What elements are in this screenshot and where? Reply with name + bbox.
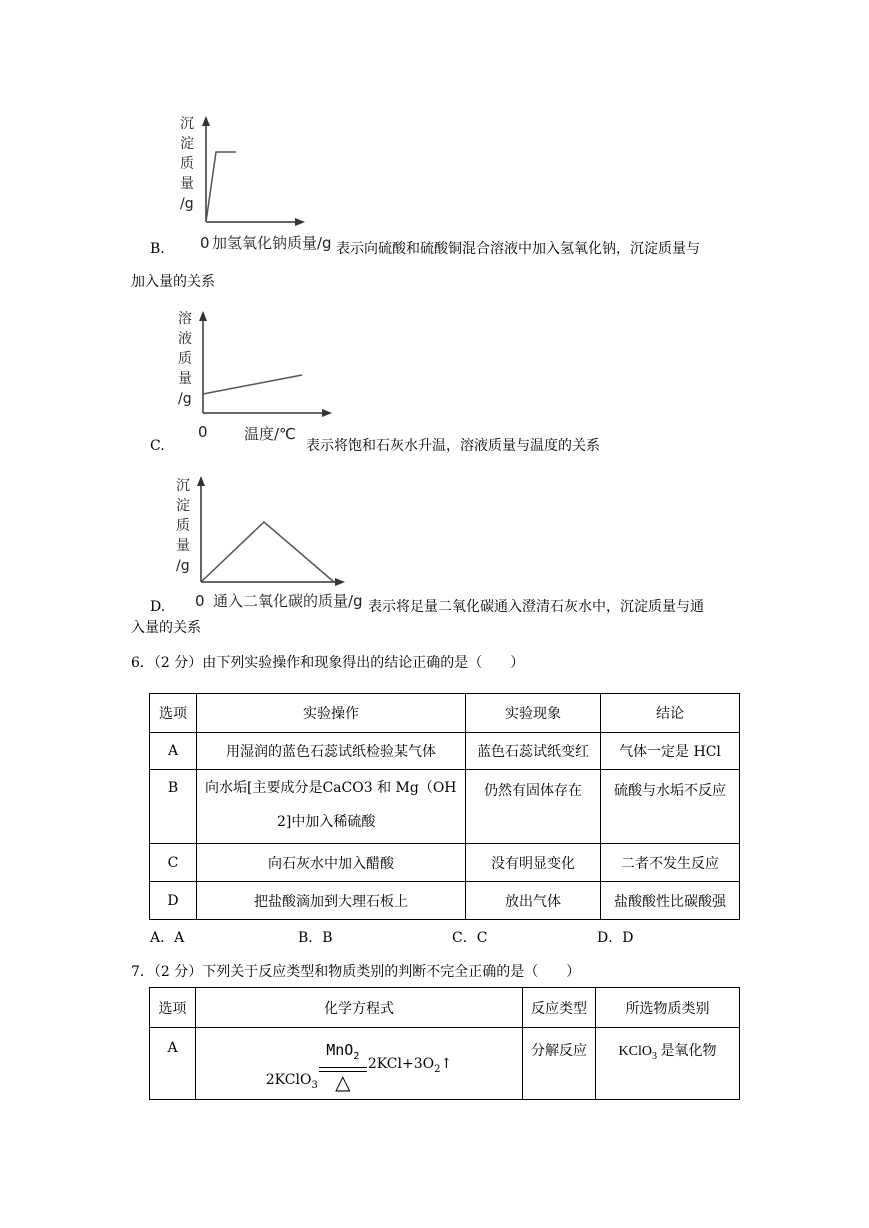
table-row [150,844,740,882]
chart-c-xlabel: 温度/℃ [244,425,296,443]
chart-b-series-line [206,152,236,222]
chart-d-ylabel [176,478,190,574]
catalyst-label: MnO$_2$ [326,1041,360,1062]
q7-table [149,987,740,1100]
table-row [150,1028,740,1100]
q6-header-conclusion: 结论 [601,694,740,733]
chart-d-ylabel-char: 量 [176,538,190,554]
q5-b-prefix: B. [150,241,165,257]
q6-row-c-option: C [150,844,197,882]
q6-row-d-phenomenon: 放出气体 [466,882,601,920]
q6-choice-b: B．B [298,930,333,946]
q6-row-b-conclusion: 硫酸与水垢不反应 [601,770,740,844]
q6-row-c-phenomenon: 没有明显变化 [466,844,601,882]
q7-header-reaction-type: 反应类型 [523,988,596,1028]
q5-c-prefix: C. [150,438,165,454]
chart-c-x-arrow-icon [322,409,332,417]
q5-d-prefix: D. [150,599,166,615]
table-row [150,770,740,844]
q6-row-a-operation: 用湿润的蓝色石蕊试纸检验某气体 [197,733,466,770]
q5-b-text-2: 加入量的关系 [131,274,215,290]
q5-b-text-1: 表示向硫酸和硫酸铜混合溶液中加入氢氧化钠，沉淀质量与 [336,241,700,257]
q7-row-a-reaction-type: 分解反应 [523,1028,596,1100]
q7-header-option: 选项 [150,988,196,1028]
q7-row-a-option: A [150,1028,196,1100]
q6-header-option: 选项 [150,694,197,733]
q6-stem: 6．（2 分）由下列实验操作和现象得出的结论正确的是（ ） [131,655,525,671]
chart-b-y-arrow-icon [202,116,210,126]
table-row [150,733,740,770]
gas-arrow-icon: ↑ [440,1056,453,1073]
chart-c-ylabel [178,310,192,407]
chart-c-ylabel-char: 溶 [178,311,192,327]
q6-row-d-operation: 把盐酸滴加到大理石板上 [197,882,466,920]
equation-condition [319,1041,367,1094]
equation-product: $2KCl+3O_2↑$ [367,1056,453,1075]
equation-reactant: 2KClO$_3$ [265,1072,318,1091]
q6-row-c-operation: 向石灰水中加入醋酸 [197,844,466,882]
chart-c [170,305,335,445]
chart-b-ylabel-char: 淀 [180,136,194,152]
chart-b-ylabel-char: 量 [180,176,194,192]
q6-table [149,693,740,920]
q6-row-a-conclusion: 气体一定是 HCl [601,733,740,770]
q7-row-a-substance-class: KClO$_3$ 是氧化物 [596,1028,740,1100]
q6-choice-a: A．A [150,930,185,946]
q5-c-text: 表示将饱和石灰水升温，溶液质量与温度的关系 [306,438,600,454]
chart-d [170,470,370,615]
table-row [150,882,740,920]
q5-d-text-2: 入量的关系 [131,620,201,636]
chart-d-origin: 0 [195,592,205,610]
q7-stem: 7．（2 分）下列关于反应类型和物质类别的判断不完全正确的是（ ） [131,964,581,980]
q6-row-d-option: D [150,882,197,920]
chart-d-x-arrow-icon [335,578,345,586]
chart-b-x-arrow-icon [295,218,305,226]
q5-d-text-1: 表示将足量二氧化碳通入澄清石灰水中，沉淀质量与通 [368,599,704,615]
q6-row-b-operation-line-2: 2]中加入稀硫酸 [277,814,376,830]
chart-c-ylabel-char: 液 [178,331,192,347]
q6-header-phenomenon: 实验现象 [466,694,601,733]
heat-icon: △ [335,1070,351,1094]
chart-c-series-line [203,375,302,394]
q6-row-b-phenomenon: 仍然有固体存在 [466,770,601,844]
chart-d-ylabel-char: 淀 [176,498,190,514]
chart-c-y-arrow-icon [199,311,207,321]
q7-header-substance-class: 所选物质类别 [596,988,740,1028]
q6-choice-c: C．C [452,930,488,946]
chart-b-ylabel-char: /g [180,196,194,212]
chart-c-ylabel-char: 质 [178,351,192,367]
chart-c-ylabel-char: /g [178,391,192,407]
q6-row-a-option: A [150,733,197,770]
chart-d-ylabel-char: 质 [176,518,190,534]
chart-b-ylabel-char: 沉 [180,116,194,132]
chart-b [170,110,335,255]
q6-row-d-conclusion: 盐酸酸性比碳酸强 [601,882,740,920]
chart-d-ylabel-char: 沉 [176,478,190,494]
chart-d-y-arrow-icon [197,476,205,486]
chart-b-xlabel: 加氢氧化钠质量/g [212,234,332,252]
chart-d-series-line [201,522,334,582]
chart-b-ylabel [180,116,194,212]
q6-choice-d: D．D [597,930,634,946]
q6-row-b-operation-line-1: 向水垢[主要成分是CaCO3 和 Mg（OH [205,780,457,796]
chart-c-ylabel-char: 量 [178,371,192,387]
chemical-equation [265,1041,453,1094]
chart-b-origin: 0 [200,234,210,252]
chart-c-origin: 0 [198,423,208,441]
q6-row-b-option: B [150,770,197,844]
chart-d-ylabel-char: /g [176,558,190,574]
q6-row-a-phenomenon: 蓝色石蕊试纸变红 [466,733,601,770]
q6-row-b-operation [197,770,466,844]
chart-b-ylabel-char: 质 [180,156,194,172]
q7-header-equation: 化学方程式 [196,988,523,1028]
chart-d-xlabel: 通入二氧化碳的质量/g [213,592,363,610]
q7-row-a-equation [196,1028,523,1100]
q6-header-operation: 实验操作 [197,694,466,733]
q6-row-c-conclusion: 二者不发生反应 [601,844,740,882]
